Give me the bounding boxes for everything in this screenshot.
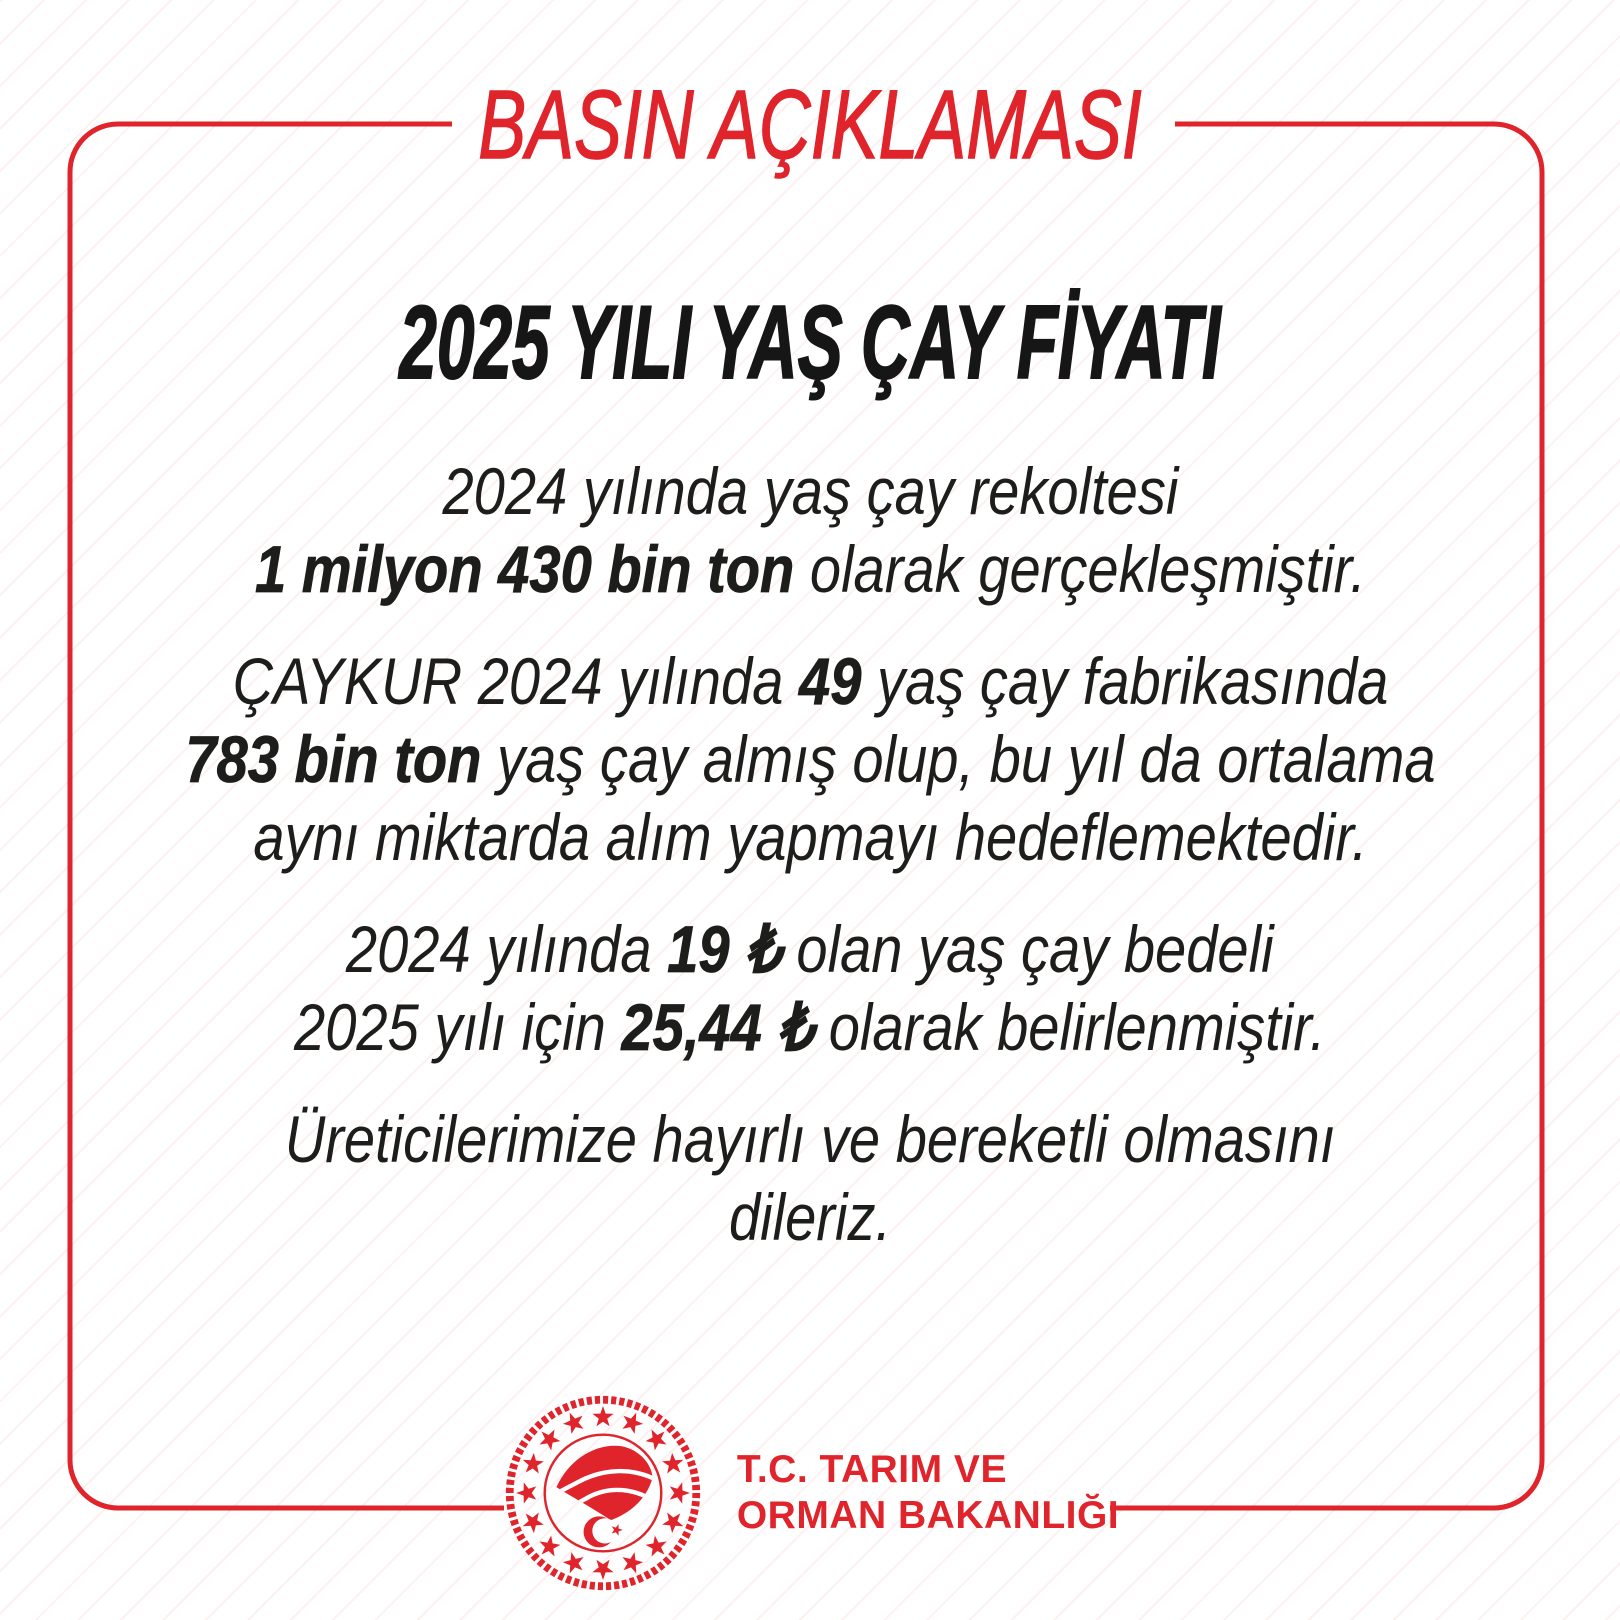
text-line: Üreticilerimize hayırlı ve bereketli olmasını bbox=[284, 1102, 1336, 1176]
emblem-crescent-star bbox=[583, 1516, 623, 1547]
ministry-logo-block bbox=[0, 1390, 1620, 1596]
text-line: 1 milyon 430 bin ton olarak gerçekleşmiştir. bbox=[254, 532, 1366, 606]
text-line: 2025 yılı için 25,44 ₺ olarak belirlenmiştir. bbox=[294, 990, 1326, 1064]
emblem-leaf-fan bbox=[552, 1446, 655, 1520]
body-paragraph bbox=[203, 910, 1416, 1066]
ministry-name-line2: ORMAN BAKANLIĞI bbox=[736, 1494, 1120, 1537]
text-line: 783 bin ton yaş çay almış olup, bu yıl da ortalama bbox=[184, 722, 1436, 796]
ministry-name-line1: T.C. TARIM VE bbox=[736, 1448, 1007, 1491]
body-paragraph bbox=[192, 1100, 1428, 1256]
body-paragraph bbox=[157, 452, 1464, 608]
ministry-emblem-icon bbox=[501, 1391, 705, 1595]
ministry-name bbox=[737, 1447, 1119, 1539]
text-line: 2024 yılında yaş çay rekoltesi bbox=[442, 454, 1178, 528]
body-paragraphs bbox=[0, 452, 1620, 1290]
text-line: ÇAYKUR 2024 yılında 49 yaş çay fabrikasında bbox=[232, 644, 1388, 718]
page-title: BASIN AÇIKLAMASI bbox=[478, 70, 1142, 179]
body-paragraph bbox=[75, 642, 1546, 876]
text-line: aynı miktarda alım yapmayı hedeflemektedir. bbox=[252, 800, 1368, 874]
section-heading: 2025 YILI YAŞ ÇAY FİYATI bbox=[399, 284, 1221, 401]
text-line: dileriz. bbox=[728, 1180, 892, 1254]
text-line: 2024 yılında 19 ₺ olan yaş çay bedeli bbox=[346, 912, 1274, 986]
